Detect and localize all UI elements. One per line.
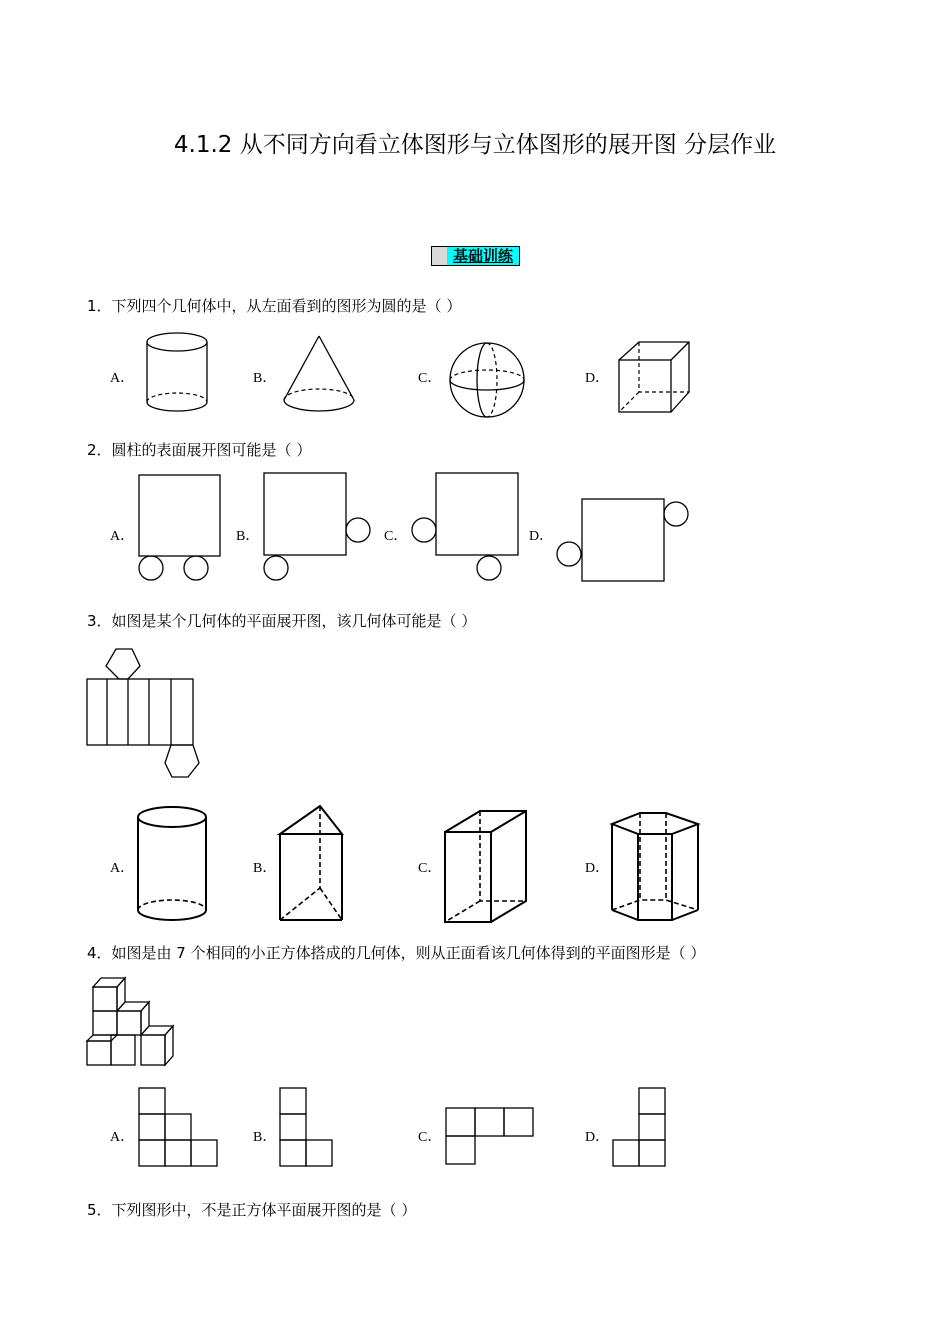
section-label: 基础训练 xyxy=(452,247,513,265)
q3-prism-net-figure xyxy=(85,645,205,783)
q4-view-c-figure xyxy=(444,1106,536,1168)
q3-option-a-label: A． xyxy=(110,861,135,876)
q2-option-a-label: A． xyxy=(110,529,135,544)
q3-cylinder-figure xyxy=(134,802,214,926)
q1-option-d-label: D． xyxy=(585,371,610,386)
q3-option-c-label: C． xyxy=(418,861,442,876)
q1-cylinder-figure xyxy=(140,330,220,416)
q2-option-c-label: C． xyxy=(384,529,408,544)
q4-option-c-label: C． xyxy=(418,1130,442,1145)
question-4-text: 4．如图是由 7 个相同的小正方体搭成的几何体，则从正面看该几何体得到的平面图形是（ ） xyxy=(87,944,706,962)
q4-cube-stack-figure xyxy=(85,972,180,1068)
q4-option-b-label: B． xyxy=(253,1130,277,1145)
q1-option-a-label: A． xyxy=(110,371,135,386)
question-3-text: 3．如图是某个几何体的平面展开图，该几何体可能是（ ） xyxy=(87,612,477,630)
q2-net-b-figure xyxy=(260,470,372,585)
q3-option-b-label: B． xyxy=(253,861,277,876)
section-badge xyxy=(431,246,520,266)
q1-option-b-label: B． xyxy=(253,371,277,386)
q2-option-d-label: D． xyxy=(529,529,554,544)
q2-option-b-label: B． xyxy=(236,529,260,544)
q1-option-c-label: C． xyxy=(418,371,442,386)
q3-cuboid-figure xyxy=(442,808,532,926)
page-title: 4.1.2 从不同方向看立体图形与立体图形的展开图 分层作业 xyxy=(173,132,777,158)
q4-view-a-figure xyxy=(137,1086,219,1168)
q2-net-c-figure xyxy=(410,470,522,585)
q4-option-d-label: D． xyxy=(585,1130,610,1145)
question-2-text: 2．圆柱的表面展开图可能是（ ） xyxy=(87,441,312,459)
q3-pentagonal-prism-figure xyxy=(610,810,700,926)
q3-triangular-prism-figure xyxy=(276,802,348,926)
q4-option-a-label: A． xyxy=(110,1130,135,1145)
q1-sphere-figure xyxy=(447,340,527,420)
q4-view-b-figure xyxy=(278,1086,336,1168)
q4-view-d-figure xyxy=(611,1086,669,1168)
q1-cube-figure xyxy=(615,340,693,416)
q1-cone-figure xyxy=(280,332,360,416)
q3-option-d-label: D． xyxy=(585,861,610,876)
q2-net-a-figure xyxy=(135,470,225,585)
question-5-text: 5．下列图形中，不是正方体平面展开图的是（ ） xyxy=(87,1201,417,1219)
question-1-text: 1．下列四个几何体中，从左面看到的图形为圆的是（ ） xyxy=(87,297,462,315)
q2-net-d-figure xyxy=(555,498,695,588)
